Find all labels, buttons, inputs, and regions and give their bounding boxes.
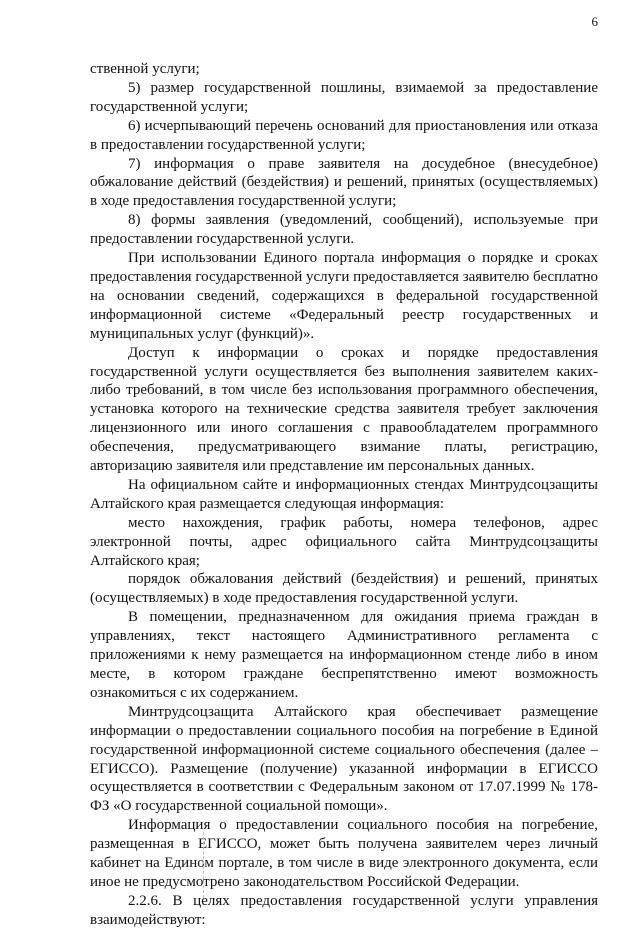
- paragraph: 2.2.6. В целях предоставления государственной услуги управления взаимодействуют:: [90, 892, 598, 928]
- paragraph: место нахождения, график работы, номера телефонов, адрес электронной почты, адрес официального сайта Минтрудсоцзащиты Алтайского края;: [90, 514, 598, 569]
- paragraph: 7) информация о праве заявителя на досудебное (внесудебное) обжалование действий (бездействия) и решений, принятых (осуществляемых) в ходе предоставления государственной услуги;: [90, 155, 598, 210]
- paragraph: На официальном сайте и информационных стендах Минтрудсоцзащиты Алтайского края размещается следующая информация:: [90, 476, 598, 512]
- page-number: 6: [591, 14, 598, 29]
- paragraph: Минтрудсоцзащита Алтайского края обеспечивает размещение информации о предоставлении социального пособия на погребение в Единой государственной информационной системе социального обеспечения (далее – ЕГИССО). Размещение (получение) указанной информации в ЕГИССО осуществляется в соответствии с Федеральным законом от 17.07.1999 № 178-ФЗ «О государственной социальной помощи».: [90, 703, 598, 815]
- paragraph: ственной услуги;: [90, 61, 200, 77]
- paragraph: 6) исчерпывающий перечень оснований для приостановления или отказа в предоставлении государственной услуги;: [90, 117, 598, 153]
- scan-artifact-line: [203, 832, 205, 898]
- paragraph: Информация о предоставлении социального пособия на погребение, размещенная в ЕГИССО, может быть получена заявителем через личный кабинет на Едином портале, в том числе в виде электронного документа, если иное не предусмотрено законодательством Российской Федерации.: [90, 817, 598, 890]
- paragraph: Доступ к информации о сроках и порядке предоставления государственной услуги осуществляется без выполнения заявителем каких-либо требований, в том числе без использования программного обеспечения, установка которого на технические средства заявителя требует заключения лицензионного или иного соглашения с правообладателем программного обеспечения, предусматривающего взимание платы, регистрацию, авторизацию заявителя или представление им персональных данных.: [90, 344, 598, 475]
- paragraph: При использовании Единого портала информация о порядке и сроках предоставления государственной услуги предоставляется заявителю бесплатно на основании сведений, содержащихся в федеральной государственной информационной системе «Федеральный реестр государственных и муниципальных услуг (функций)».: [90, 250, 598, 342]
- paragraph: порядок обжалования действий (бездействия) и решений, принятых (осуществляемых) в ходе предоставления государственной услуги.: [90, 571, 598, 607]
- paragraph: 8) формы заявления (уведомлений, сообщений), используемые при предоставлении государственной услуги.: [90, 212, 598, 248]
- paragraph: 5) размер государственной пошлины, взимаемой за предоставление государственной услуги;: [90, 79, 598, 115]
- paragraph: В помещении, предназначенном для ожидания приема граждан в управлениях, текст настоящего Административного регламента с приложениями к нему размещается на информационном стенде либо в ином месте, в котором граждане беспрепятственно имеют возможность ознакомиться с их содержанием.: [90, 609, 598, 701]
- document-body: [90, 60, 598, 930]
